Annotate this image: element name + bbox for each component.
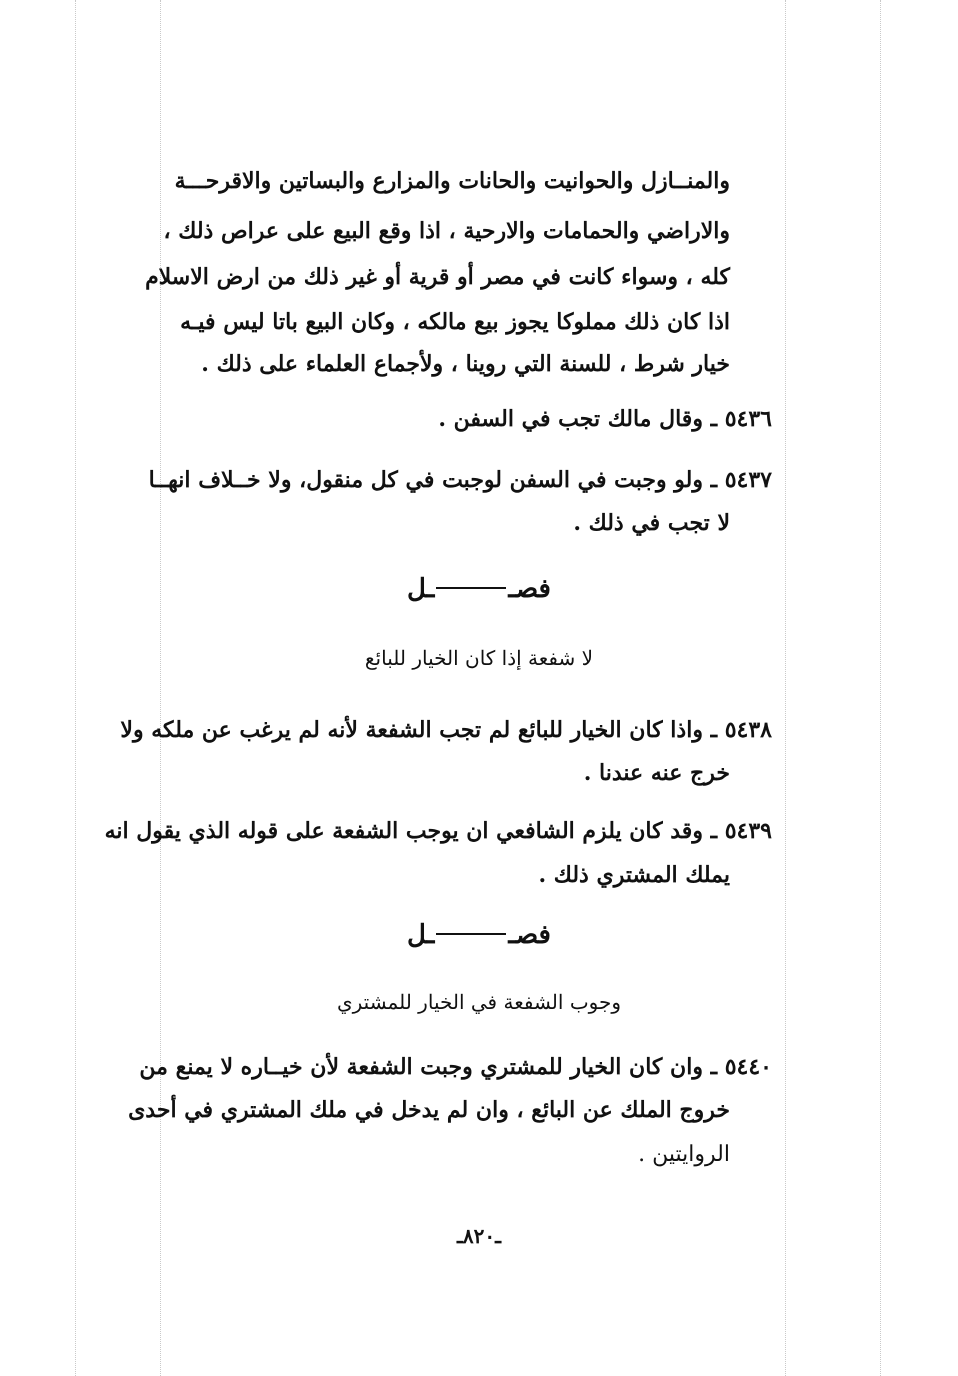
scan-artifact-line bbox=[75, 0, 76, 1376]
paragraph-5439 bbox=[105, 816, 772, 846]
section-heading-2: وجوب الشفعة في الخيار للمشتري bbox=[336, 990, 621, 1014]
paragraph-5440 bbox=[139, 1052, 772, 1082]
section-heading-1: لا شفعة إذا كان الخيار للبائع bbox=[364, 646, 594, 670]
intro-line-2: والاراضي والحمامات والارحية ، اذا وقع البيع على عراص ذلك ، bbox=[163, 218, 730, 244]
page-number: ـ٨٢٠ـ bbox=[457, 1224, 501, 1248]
scan-artifact-line bbox=[880, 0, 881, 1376]
paragraph-5438-continuation: خرج عنه عندنا . bbox=[583, 760, 730, 786]
intro-line-5: خيار شرط ، للسنة التي روينا ، ولأجماع العلماء على ذلك . bbox=[201, 351, 730, 377]
paragraph-5440-continuation-2: الروايتين . bbox=[638, 1142, 730, 1167]
intro-line-4: اذا كان ذلك مملوكا يجوز بيع مالكه ، وكان البيع باتا ليس فيـه bbox=[180, 309, 730, 335]
paragraph-5439-continuation: يملك المشتري ذلك . bbox=[538, 862, 730, 888]
kashida-stroke bbox=[436, 933, 506, 935]
intro-line-3: كله ، وسواء كانت في مصر أو قرية أو غير ذلك من ارض الاسلام bbox=[145, 264, 730, 290]
kashida-stroke bbox=[436, 587, 506, 589]
section-fasl-1 bbox=[0, 574, 958, 604]
paragraph-line: واذا كان الخيار للبائع لم تجب الشفعة لأنه لم يرغب عن ملكه ولا bbox=[120, 717, 703, 743]
paragraph-number: ٥٤٣٧ ـ bbox=[710, 467, 772, 493]
paragraph-line: وان كان الخيار للمشتري وجبت الشفعة لأن خيــاره لا يمنع من bbox=[139, 1054, 703, 1080]
scan-artifact-line bbox=[160, 0, 161, 1376]
section-fasl-2 bbox=[0, 920, 958, 950]
paragraph-5437 bbox=[149, 465, 772, 495]
paragraph-number: ٥٤٣٨ ـ bbox=[710, 717, 772, 743]
paragraph-line: وقال مالك تجب في السفن . bbox=[438, 406, 703, 432]
paragraph-line: وقد كان يلزم الشافعي ان يوجب الشفعة على قوله الذي يقول انه bbox=[104, 818, 703, 844]
fasl-label: فصــل bbox=[407, 920, 551, 950]
paragraph-5440-continuation-1: خروج الملك عن البائع ، وان لم يدخل في ملك المشتري في أحدى bbox=[128, 1097, 730, 1123]
fasl-label: فصــل bbox=[407, 574, 551, 604]
scan-artifact-line bbox=[785, 0, 786, 1376]
paragraph-number: ٥٤٤٠ ـ bbox=[710, 1054, 772, 1080]
intro-line-1: والمنــازل والحوانيت والحانات والمزارع والبساتين والاقرحـــة bbox=[174, 168, 730, 194]
paragraph-5438 bbox=[120, 715, 772, 745]
paragraph-line: ولو وجبت في السفن لوجبت في كل منقول، ولا خــلاف انهــا bbox=[148, 467, 703, 493]
paragraph-5437-continuation: لا تجب في ذلك . bbox=[573, 510, 730, 536]
paragraph-5436 bbox=[438, 404, 772, 434]
paragraph-number: ٥٤٣٦ ـ bbox=[710, 406, 772, 432]
paragraph-number: ٥٤٣٩ ـ bbox=[710, 818, 772, 844]
